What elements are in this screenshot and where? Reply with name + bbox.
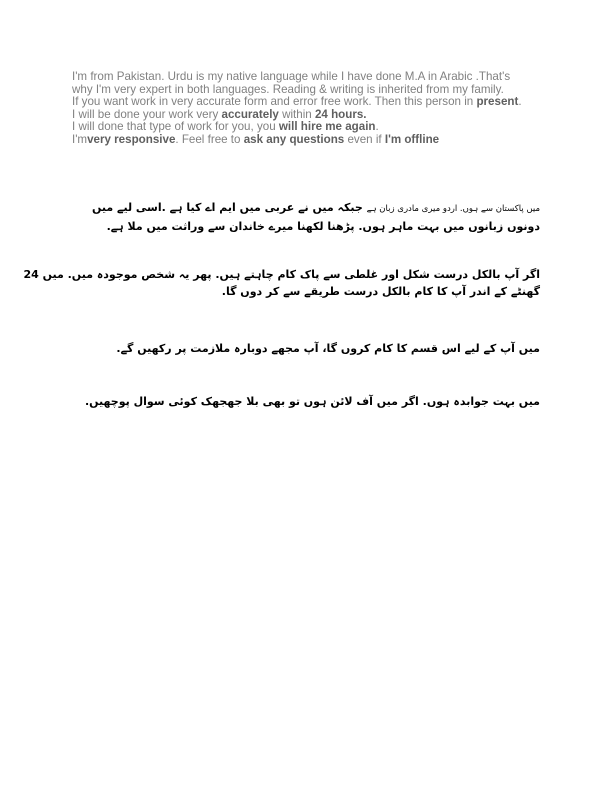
urdu-text: گھنٹے کے اندر آپ کا کام بالکل درست طریقے سے کر دوں گا. [221, 285, 540, 298]
english-text: . Feel free to [175, 132, 244, 146]
urdu-line [70, 218, 540, 235]
urdu-text: میں آپ کے لیے اس قسم کا کام کروں گا، آپ مجھے دوبارہ ملازمت پر رکھیں گے. [116, 342, 540, 355]
english-text: I will done that type of work for you, you [72, 120, 279, 134]
emphasis-offline: I'm offline [384, 132, 440, 146]
english-text: If you want work in very accurate form and error free work. Then this person in [72, 95, 477, 109]
english-text: . [518, 95, 522, 109]
urdu-paragraph-4 [70, 393, 540, 410]
emphasis-present: present [476, 95, 519, 109]
emphasis-hire-again: will hire me again [278, 120, 376, 134]
english-text: why I'm very expert in both languages. Reading & writing is inherited from my family. [72, 82, 504, 96]
emphasis-responsive: very responsive [87, 132, 176, 146]
urdu-line [70, 199, 540, 218]
english-text: I will be done your work very [72, 107, 222, 121]
urdu-text: اگر آپ بالکل درست شکل اور غلطی سے پاک کام چاہتے ہیں. پھر یہ شخص موجودہ میں. میں 24 [23, 268, 540, 281]
english-text: I'm from Pakistan. Urdu is my native language while I have done M.A in Arabic .That's [72, 70, 511, 83]
urdu-paragraph-3 [70, 340, 540, 357]
english-text: even if [344, 132, 385, 146]
urdu-line [70, 340, 540, 357]
emphasis-24-hours: 24 hours. [314, 107, 367, 121]
emphasis-ask-questions: ask any questions [243, 132, 345, 146]
urdu-text: میں بہت جوابدہ ہوں. اگر میں آف لائن ہوں تو بھی بلا جھجھک کوئی سوال پوچھیں. [84, 395, 540, 408]
urdu-text: دونوں زبانوں میں بہت ماہر ہوں. پڑھنا لکھنا میرے خاندان سے وراثت میں ملا ہے. [106, 220, 540, 233]
english-text: I'm [72, 132, 88, 146]
urdu-text: جبکہ میں نے عربی میں ایم اے کیا ہے .اسی لیے میں [92, 201, 367, 214]
urdu-paragraph-2 [23, 266, 540, 300]
urdu-paragraph-1 [70, 199, 540, 235]
english-text: within [278, 107, 315, 121]
english-paragraph [72, 71, 552, 147]
urdu-line [70, 393, 540, 410]
english-text: . [375, 120, 379, 134]
urdu-line [23, 266, 540, 283]
emphasis-accurately: accurately [221, 107, 279, 121]
urdu-line [70, 283, 540, 300]
urdu-text: میں پاکستان سے ہوں. اردو میری مادری زبان ہے [366, 204, 540, 214]
english-line-6 [72, 134, 552, 147]
